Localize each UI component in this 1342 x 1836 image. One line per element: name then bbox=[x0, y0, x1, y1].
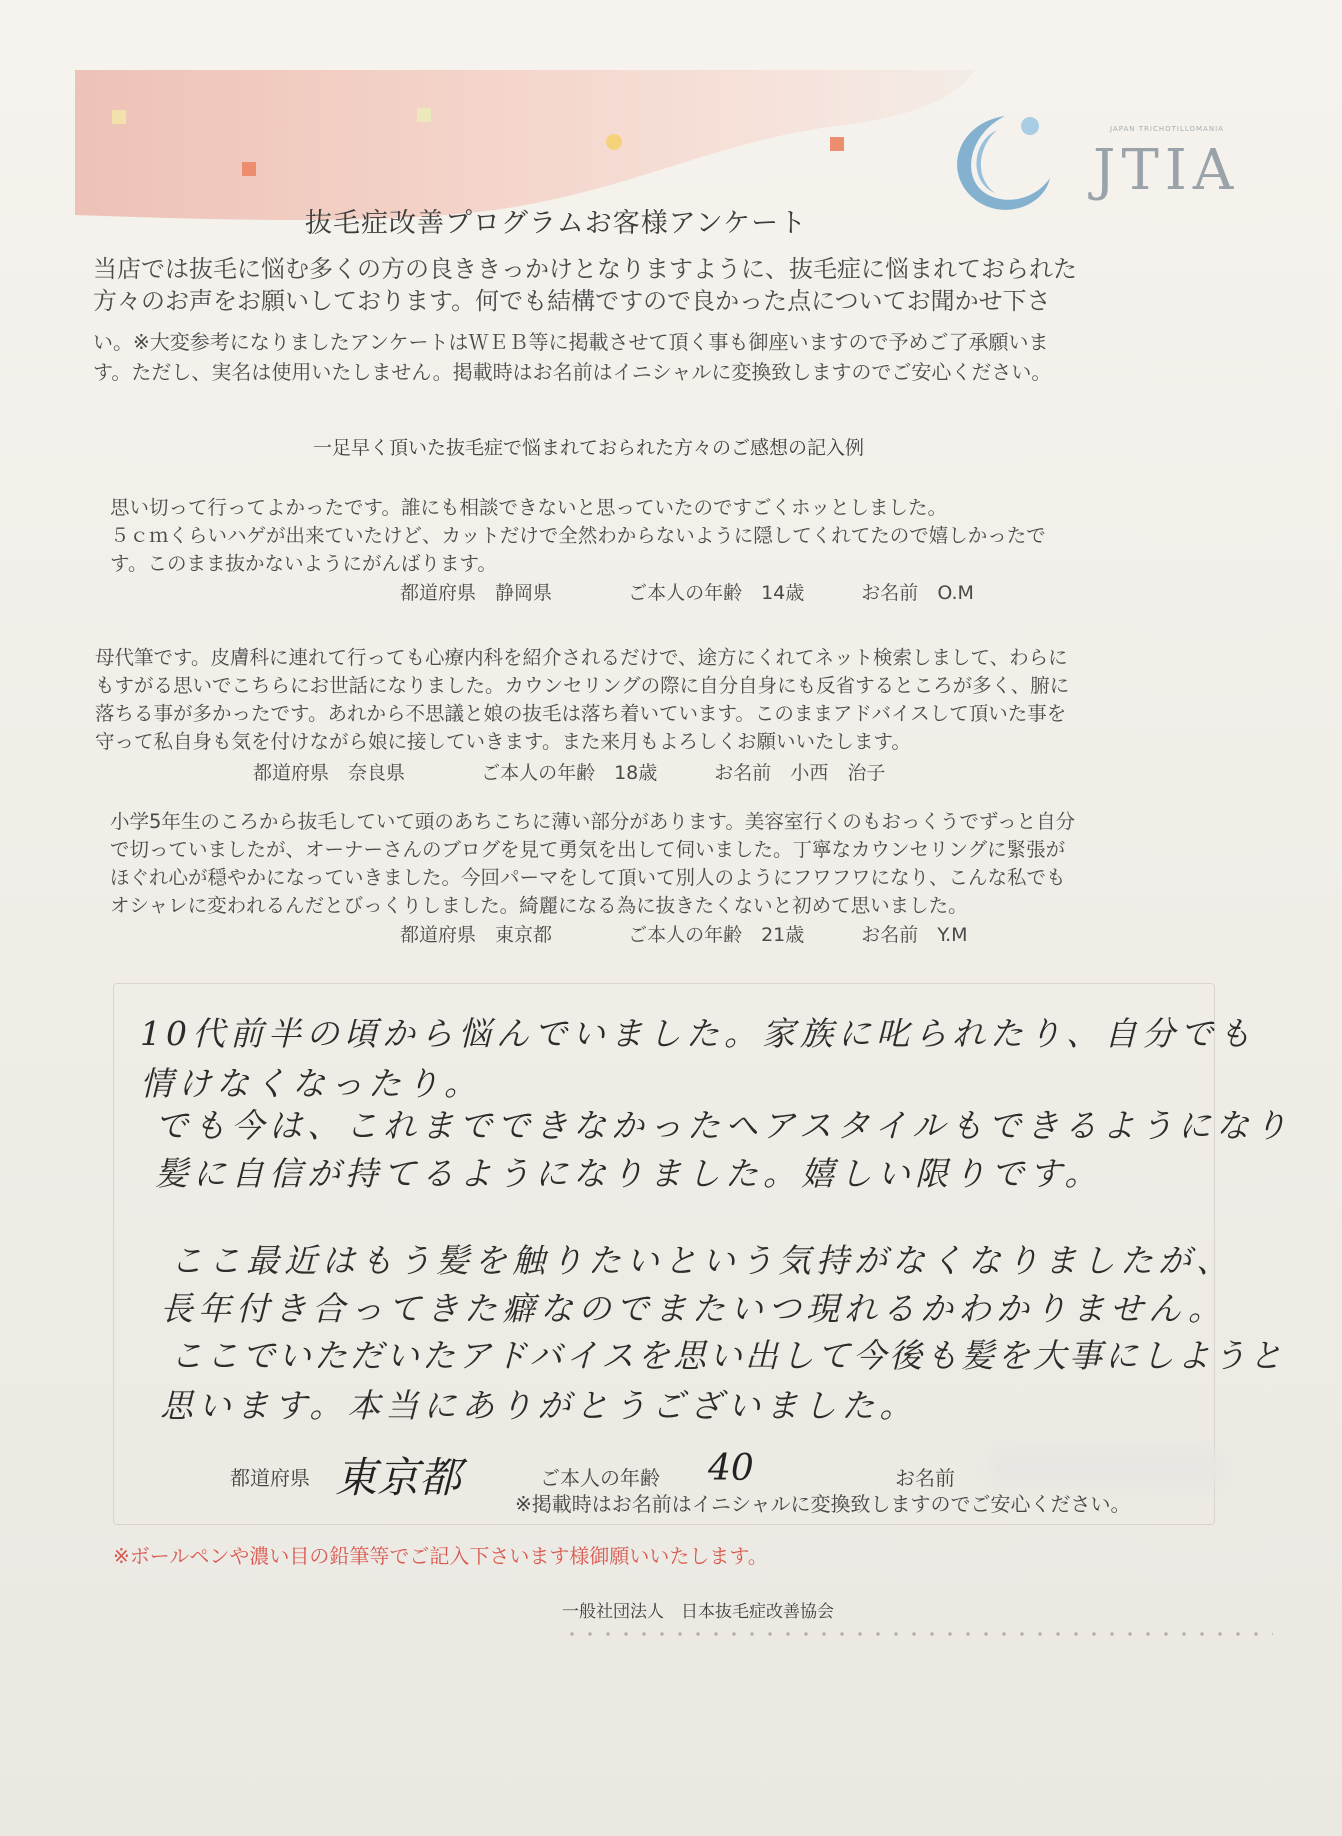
intro-line: 方々のお声をお願いしております。何でも結構ですので良かった点についてお聞かせ下さ bbox=[93, 287, 1051, 315]
name-value: Y.M bbox=[937, 924, 968, 946]
response-age-value: 40 bbox=[708, 1448, 754, 1489]
redacted-name bbox=[990, 1450, 1220, 1486]
response-line: 髪に自信が持てるようになりました。嬉しい限りです。 bbox=[155, 1154, 1103, 1193]
pen-notice: ※ボールペンや濃い目の鉛筆等でご記入下さいます様御願いいたします。 bbox=[113, 1544, 768, 1568]
example-line: 小学5年生のころから抜毛していて頭のあちこちに薄い部分があります。美容室行くのもおっくうでずっと自分 bbox=[110, 810, 1076, 833]
response-age-label: ご本人の年齢 bbox=[540, 1466, 660, 1490]
response-line: 10代前半の頃から悩んでいました。家族に叱られたり、自分でも bbox=[140, 1014, 1256, 1053]
response-prefecture-value: 東京都 bbox=[335, 1453, 462, 1502]
name-label: お名前 bbox=[861, 582, 919, 604]
name-value: O.M bbox=[937, 582, 974, 604]
example-line: ほぐれ心が穏やかになっていきました。今回パーマをして頂いて別人のようにフワフワになり、こんな私でも bbox=[110, 866, 1066, 889]
prefecture-value: 静岡県 bbox=[495, 582, 553, 604]
example-line: 思い切って行ってよかったです。誰にも相談できないと思っていたのですごくホッとしました。 bbox=[110, 496, 947, 519]
example-line: す。このまま抜かないようにがんばります。 bbox=[110, 552, 497, 575]
age-value: 21歳 bbox=[761, 924, 805, 946]
name-value: 小西 治子 bbox=[790, 762, 886, 784]
logo-subtext: JAPAN TRICHOTILLOMANIA bbox=[1110, 125, 1224, 133]
prefecture-label: 都道府県 bbox=[400, 582, 477, 604]
example-line: 落ちる事が多かったです。あれから不思議と娘の抜毛は落ち着いています。このままアドバイスして頂いた事を bbox=[95, 702, 1067, 725]
example-3-text bbox=[110, 808, 1240, 920]
age-label: ご本人の年齢 bbox=[481, 762, 596, 784]
example-2-text bbox=[95, 644, 1235, 756]
prefecture-label: 都道府県 bbox=[400, 924, 477, 946]
response-line: でも今は、これまでできなかったヘアスタイルもできるようになり bbox=[155, 1106, 1293, 1145]
age-value: 14歳 bbox=[761, 582, 805, 604]
logo-text: JTIA bbox=[1093, 138, 1240, 203]
decor-square bbox=[240, 160, 258, 178]
example-line: ５ｃｍくらいハゲが出来ていたけど、カットだけで全然わからないように隠してくれてたので嬉しかったで bbox=[110, 524, 1046, 547]
example-line: 母代筆です。皮膚科に連れて行っても心療内科を紹介されるだけで、途方にくれてネット検索しまして、わらに bbox=[95, 646, 1068, 669]
response-line: ここ最近はもう髪を触りたいという気持がなくなりましたが、 bbox=[170, 1241, 1234, 1280]
example-1-text bbox=[110, 494, 1220, 578]
prefecture-value: 東京都 bbox=[495, 924, 553, 946]
example-line: オシャレに変われるんだとびっくりしました。綺麗になる為に抜きたくないと初めて思いました。 bbox=[110, 894, 968, 917]
decor-square bbox=[415, 106, 433, 124]
decor-square bbox=[110, 108, 128, 126]
example-line: 守って私自身も気を付けながら娘に接していきます。また来月もよろしくお願いいたします。 bbox=[95, 730, 911, 753]
initials-notice: ※掲載時はお名前はイニシャルに変換致しますのでご安心ください。 bbox=[515, 1492, 1131, 1516]
intro-text bbox=[93, 253, 1203, 317]
intro-note bbox=[93, 327, 1203, 387]
name-label: お名前 bbox=[861, 924, 919, 946]
example-3-meta bbox=[400, 920, 968, 947]
age-value: 18歳 bbox=[614, 762, 658, 784]
response-line: 長年付き合ってきた癖なのでまたいつ現れるかわかりません。 bbox=[160, 1289, 1226, 1328]
prefecture-label: 都道府県 bbox=[253, 762, 330, 784]
example-1-meta bbox=[400, 578, 974, 605]
name-label: お名前 bbox=[714, 762, 772, 784]
dotted-divider bbox=[563, 1632, 1273, 1636]
response-line: 情けなくなったり。 bbox=[140, 1064, 482, 1103]
organization-name: 一般社団法人 日本抜毛症改善協会 bbox=[562, 1602, 834, 1622]
example-2-meta bbox=[253, 758, 885, 785]
example-line: で切っていましたが、オーナーさんのブログを見て勇気を出して伺いました。丁寧なカウンセリングに緊張が bbox=[110, 838, 1066, 861]
page-title: 抜毛症改善プログラムお客様アンケート bbox=[305, 208, 808, 239]
response-line: 思います。本当にありがとうございました。 bbox=[160, 1386, 918, 1425]
decor-square bbox=[828, 135, 846, 153]
examples-heading: 一足早く頂いた抜毛症で悩まれておられた方々のご感想の記入例 bbox=[313, 437, 865, 459]
response-prefecture-label: 都道府県 bbox=[230, 1466, 310, 1490]
age-label: ご本人の年齢 bbox=[628, 924, 743, 946]
decor-circle bbox=[605, 133, 623, 151]
response-line: ここでいただいたアドバイスを思い出して今後も髪を大事にしようと bbox=[170, 1336, 1286, 1375]
example-line: もすがる思いでこちらにお世話になりました。カウンセリングの際に自分自身にも反省するところが多く、腑に bbox=[95, 674, 1070, 697]
age-label: ご本人の年齢 bbox=[628, 582, 743, 604]
intro-line: い。※大変参考になりましたアンケートはＷＥＢ等に掲載させて頂く事も御座いますので予めご了承願いま bbox=[93, 330, 1049, 354]
intro-line: す。ただし、実名は使用いたしません。掲載時はお名前はイニシャルに変換致しますのでご安心ください。 bbox=[93, 360, 1052, 384]
prefecture-value: 奈良県 bbox=[348, 762, 406, 784]
response-name-label: お名前 bbox=[895, 1466, 955, 1490]
intro-line: 当店では抜毛に悩む多くの方の良ききっかけとなりますように、抜毛症に悩まれておられた bbox=[93, 255, 1077, 283]
